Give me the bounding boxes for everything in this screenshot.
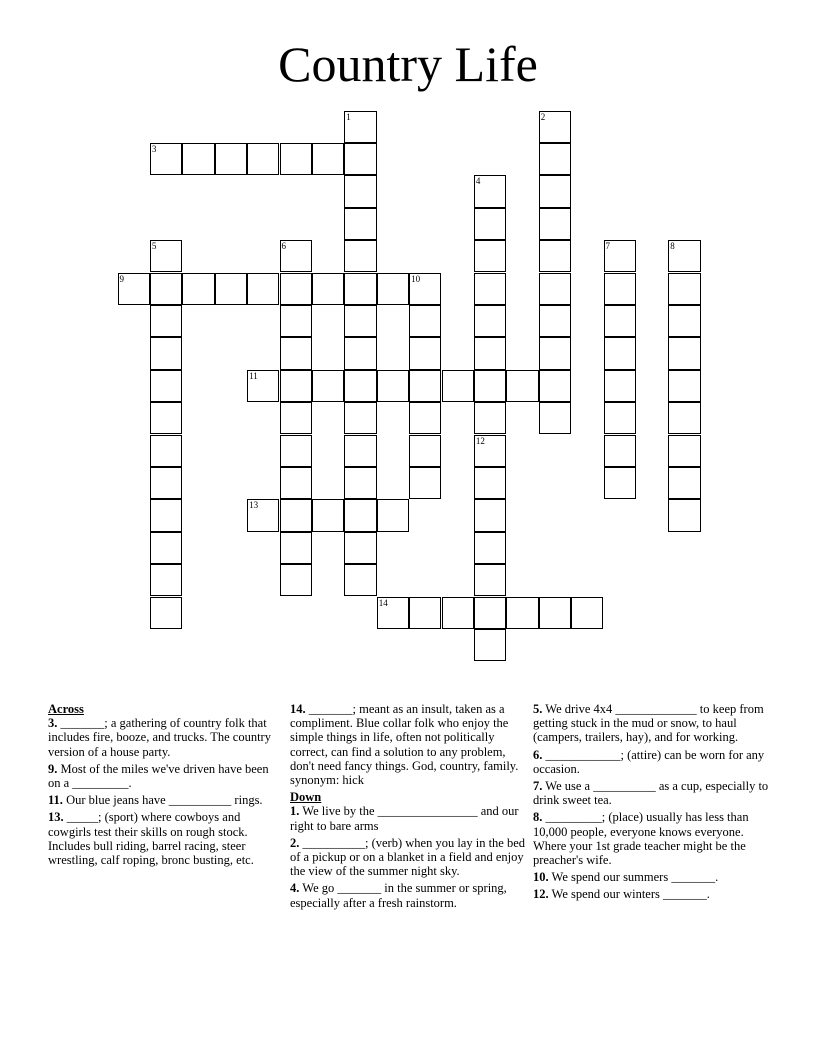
across-header: Across <box>48 702 84 716</box>
clue-number: 14 <box>378 597 388 608</box>
clue-number: 4. <box>290 881 300 896</box>
grid-cell[interactable] <box>474 629 506 661</box>
grid-cell[interactable] <box>344 532 376 564</box>
grid-cell[interactable] <box>247 499 279 531</box>
clue-text: _________; (place) usually has less than 10,000 people, everyone knows everyone. Where your 1st grade teacher might be the preacher's wife. <box>533 810 749 868</box>
down-clue <box>533 779 769 807</box>
grid-cell[interactable] <box>247 370 279 402</box>
grid-cell[interactable] <box>344 208 376 240</box>
clue-number: 3 <box>151 143 157 154</box>
grid-cell[interactable] <box>604 240 636 272</box>
grid-cell[interactable] <box>668 370 700 402</box>
across-clue <box>290 702 528 787</box>
grid-cell[interactable] <box>280 273 312 305</box>
clues-column-3 <box>533 702 769 905</box>
grid-cell[interactable] <box>182 273 214 305</box>
grid-cell[interactable] <box>409 305 441 337</box>
down-clue <box>290 881 528 909</box>
grid-cell[interactable] <box>312 499 344 531</box>
grid-cell[interactable] <box>409 370 441 402</box>
clue-number: 1. <box>290 804 300 819</box>
grid-cell[interactable] <box>539 337 571 369</box>
grid-cell[interactable] <box>280 305 312 337</box>
grid-cell[interactable] <box>539 208 571 240</box>
grid-cell[interactable] <box>539 273 571 305</box>
grid-cell[interactable] <box>280 435 312 467</box>
grid-cell[interactable] <box>280 370 312 402</box>
grid-cell[interactable] <box>571 597 603 629</box>
grid-cell[interactable] <box>280 532 312 564</box>
down-clue <box>533 810 769 867</box>
clue-number: 10 <box>411 273 421 284</box>
down-header: Down <box>290 790 322 805</box>
grid-cell[interactable] <box>280 402 312 434</box>
grid-cell[interactable] <box>409 337 441 369</box>
grid-cell[interactable] <box>150 370 182 402</box>
grid-cell[interactable] <box>474 305 506 337</box>
grid-cell[interactable] <box>377 597 409 629</box>
grid-cell[interactable] <box>344 240 376 272</box>
grid-cell[interactable] <box>344 273 376 305</box>
grid-cell[interactable] <box>247 143 279 175</box>
grid-cell[interactable] <box>344 175 376 207</box>
across-clue <box>48 793 284 807</box>
grid-cell[interactable] <box>150 337 182 369</box>
grid-cell[interactable] <box>150 564 182 596</box>
grid-cell[interactable] <box>280 143 312 175</box>
grid-cell[interactable] <box>604 467 636 499</box>
grid-cell[interactable] <box>344 499 376 531</box>
clue-number: 2. <box>290 835 300 850</box>
grid-cell[interactable] <box>474 402 506 434</box>
clue-number: 9 <box>119 273 124 284</box>
clues-column-2 <box>290 702 528 913</box>
grid-cell[interactable] <box>668 305 700 337</box>
grid-cell[interactable] <box>668 402 700 434</box>
clue-text: __________; (verb) when you lay in the bed of a pickup or on a blanket in a field and enjoy the view of the summer night sky. <box>290 835 526 879</box>
grid-cell[interactable] <box>474 208 506 240</box>
grid-cell[interactable] <box>280 337 312 369</box>
clue-number: 7. <box>533 779 543 794</box>
grid-cell[interactable] <box>409 435 441 467</box>
clue-number: 7 <box>605 241 610 252</box>
grid-cell[interactable] <box>150 402 182 434</box>
clue-number: 1 <box>346 111 351 122</box>
clue-text: Our blue jeans have __________ rings. <box>62 793 263 808</box>
grid-cell[interactable] <box>474 532 506 564</box>
clue-number: 12 <box>475 435 485 446</box>
clue-number: 8 <box>670 241 675 252</box>
grid-cell[interactable] <box>539 402 571 434</box>
clue-text: ____________; (attire) can be worn for any occasion. <box>533 747 765 776</box>
grid-cell[interactable] <box>604 305 636 337</box>
grid-cell[interactable] <box>604 370 636 402</box>
down-clue <box>533 870 769 884</box>
grid-cell[interactable] <box>280 564 312 596</box>
down-clue <box>290 804 528 832</box>
grid-cell[interactable] <box>312 143 344 175</box>
grid-cell[interactable] <box>539 597 571 629</box>
across-clue <box>48 810 284 867</box>
grid-cell[interactable] <box>604 273 636 305</box>
grid-cell[interactable] <box>150 273 182 305</box>
grid-cell[interactable] <box>668 499 700 531</box>
down-clue <box>533 748 769 776</box>
grid-cell[interactable] <box>312 370 344 402</box>
grid-cell[interactable] <box>604 435 636 467</box>
grid-cell[interactable] <box>150 143 182 175</box>
clue-number: 4 <box>475 176 481 187</box>
clue-text: _____; (sport) where cowboys and cowgirls test their skills on rough stock. Includes bull riding, barrel racing, steer wrestling, calf roping, bronc busting, etc. <box>48 810 254 868</box>
grid-cell[interactable] <box>539 305 571 337</box>
down-clue <box>533 887 769 901</box>
clues-column-1 <box>48 702 284 870</box>
grid-cell[interactable] <box>668 337 700 369</box>
grid-cell[interactable] <box>312 273 344 305</box>
grid-cell[interactable] <box>150 499 182 531</box>
grid-cell[interactable] <box>474 435 506 467</box>
clue-number: 11. <box>48 793 63 808</box>
grid-cell[interactable] <box>668 467 700 499</box>
grid-cell[interactable] <box>539 370 571 402</box>
clue-number: 13. <box>48 810 64 825</box>
grid-cell[interactable] <box>442 597 474 629</box>
grid-cell[interactable] <box>150 240 182 272</box>
grid-cell[interactable] <box>539 111 571 143</box>
grid-cell[interactable] <box>539 175 571 207</box>
grid-cell[interactable] <box>539 240 571 272</box>
grid-cell[interactable] <box>280 240 312 272</box>
grid-cell[interactable] <box>474 337 506 369</box>
across-clue <box>48 762 284 790</box>
grid-cell[interactable] <box>280 467 312 499</box>
clue-text: We spend our winters _______. <box>548 887 710 902</box>
grid-cell[interactable] <box>150 532 182 564</box>
grid-cell[interactable] <box>150 435 182 467</box>
clue-number: 14. <box>290 702 306 716</box>
grid-cell[interactable] <box>409 273 441 305</box>
grid-cell[interactable] <box>409 597 441 629</box>
grid-cell[interactable] <box>344 143 376 175</box>
grid-cell[interactable] <box>150 467 182 499</box>
clue-number: 11 <box>249 370 258 381</box>
grid-cell[interactable] <box>442 370 474 402</box>
grid-cell[interactable] <box>344 467 376 499</box>
grid-cell[interactable] <box>474 273 506 305</box>
grid-cell[interactable] <box>506 370 538 402</box>
clue-number: 8. <box>533 810 543 825</box>
grid-cell[interactable] <box>668 273 700 305</box>
across-clue-list-continued <box>290 702 528 787</box>
clue-text: We live by the ________________ and our right to bare arms <box>290 804 519 833</box>
clue-number: 10. <box>533 870 549 885</box>
clue-text: We drive 4x4 _____________ to keep from getting stuck in the mud or snow, to haul (campers, trailers, hay), and for working. <box>533 702 764 745</box>
clue-text: Most of the miles we've driven have been on a _________. <box>48 761 269 791</box>
grid-cell[interactable] <box>150 597 182 629</box>
grid-cell[interactable] <box>539 143 571 175</box>
grid-cell[interactable] <box>474 499 506 531</box>
grid-cell[interactable] <box>409 467 441 499</box>
grid-cell[interactable] <box>344 564 376 596</box>
grid-cell[interactable] <box>604 402 636 434</box>
clue-number: 2 <box>540 111 546 122</box>
grid-cell[interactable] <box>344 435 376 467</box>
grid-cell[interactable] <box>474 240 506 272</box>
grid-cell[interactable] <box>474 467 506 499</box>
clue-number: 6 <box>281 241 286 252</box>
grid-cell[interactable] <box>280 499 312 531</box>
grid-cell[interactable] <box>344 111 376 143</box>
grid-cell[interactable] <box>668 240 700 272</box>
clue-text: We spend our summers _______. <box>548 870 719 885</box>
clue-number: 6. <box>533 747 543 762</box>
grid-cell[interactable] <box>118 273 150 305</box>
grid-cell[interactable] <box>668 435 700 467</box>
grid-cell[interactable] <box>182 143 214 175</box>
across-clue-list <box>48 716 284 867</box>
grid-cell[interactable] <box>215 143 247 175</box>
grid-cell[interactable] <box>474 370 506 402</box>
clue-text: _______; meant as an insult, taken as a compliment. Blue collar folk who enjoy the simple things in life, often not politically correct, can find a solution to any problem, don't need fancy things. God, country, family. synonym: hick <box>290 702 519 788</box>
clue-number: 3. <box>48 716 58 731</box>
clue-text: _______; a gathering of country folk that includes fire, booze, and trucks. The country version of a house party. <box>48 716 271 759</box>
grid-cell[interactable] <box>506 597 538 629</box>
grid-cell[interactable] <box>377 370 409 402</box>
grid-cell[interactable] <box>344 305 376 337</box>
clue-number: 5. <box>533 702 543 716</box>
down-clue <box>533 702 769 745</box>
down-clue-list <box>290 804 528 909</box>
clue-number: 9. <box>48 761 58 776</box>
clue-number: 5 <box>151 241 157 252</box>
grid-cell[interactable] <box>344 370 376 402</box>
grid-cell[interactable] <box>377 273 409 305</box>
down-clue-list-continued <box>533 702 769 902</box>
grid-cell[interactable] <box>474 564 506 596</box>
grid-cell[interactable] <box>377 499 409 531</box>
grid-cell[interactable] <box>344 337 376 369</box>
grid-cell[interactable] <box>409 402 441 434</box>
page-title: Country Life <box>278 36 538 92</box>
grid-cell[interactable] <box>604 337 636 369</box>
grid-cell[interactable] <box>215 273 247 305</box>
grid-cell[interactable] <box>344 402 376 434</box>
clue-text: We use a __________ as a cup, especially to drink sweet tea. <box>533 779 769 808</box>
across-clue <box>48 716 284 759</box>
clue-text: We go _______ in the summer or spring, especially after a fresh rainstorm. <box>290 881 507 910</box>
down-clue <box>290 836 528 879</box>
grid-cell[interactable] <box>150 305 182 337</box>
grid-cell[interactable] <box>247 273 279 305</box>
grid-cell[interactable] <box>474 175 506 207</box>
grid-cell[interactable] <box>474 597 506 629</box>
clue-number: 13 <box>249 500 259 511</box>
clue-number: 12. <box>533 887 549 902</box>
